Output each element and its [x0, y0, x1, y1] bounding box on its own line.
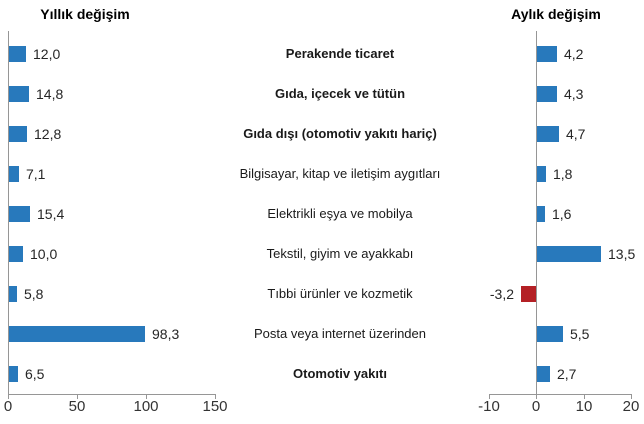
monthly-bar-negative	[521, 286, 536, 302]
yearly-y-axis	[8, 31, 9, 394]
monthly-bar	[537, 86, 557, 102]
monthly-x-axis	[489, 394, 632, 395]
monthly-bar	[537, 46, 557, 62]
monthly-value-label: 13,5	[608, 246, 636, 262]
yearly-value-label: 98,3	[152, 326, 180, 342]
chart-row	[0, 154, 644, 194]
monthly-x-tick-label: -10	[478, 398, 500, 415]
monthly-value-label: 2,7	[557, 366, 577, 382]
category-label: Perakende ticaret	[285, 46, 395, 61]
yearly-x-tick-label: 100	[133, 398, 159, 415]
monthly-value-label: 1,8	[553, 166, 573, 182]
monthly-value-label: 5,5	[570, 326, 590, 342]
yearly-bar	[9, 366, 18, 382]
yearly-bar	[9, 86, 29, 102]
yearly-x-tick-label: 50	[68, 398, 86, 415]
category-label: Gıda dışı (otomotiv yakıtı hariç)	[243, 126, 437, 141]
yearly-value-label: 12,8	[34, 126, 62, 142]
monthly-bar	[537, 246, 601, 262]
yearly-x-axis	[8, 394, 216, 395]
monthly-x-tick-label: 20	[622, 398, 640, 415]
yearly-value-label: 15,4	[37, 206, 65, 222]
right-chart-title: Aylık değişim	[511, 6, 601, 22]
category-label: Posta veya internet üzerinden	[254, 326, 426, 341]
monthly-bar	[537, 366, 550, 382]
category-label: Otomotiv yakıtı	[293, 366, 387, 381]
chart-row	[0, 114, 644, 154]
yearly-value-label: 14,8	[36, 86, 64, 102]
monthly-x-tick-label: 10	[575, 398, 593, 415]
yearly-value-label: 12,0	[33, 46, 61, 62]
monthly-x-tick-label: 0	[531, 398, 541, 415]
chart-row	[0, 194, 644, 234]
yearly-bar	[9, 326, 145, 342]
monthly-zero-axis	[536, 31, 537, 394]
yearly-bar	[9, 166, 19, 182]
yearly-value-label: 10,0	[30, 246, 58, 262]
chart-row	[0, 234, 644, 274]
monthly-value-label: 4,2	[564, 46, 584, 62]
category-label: Tekstil, giyim ve ayakkabı	[266, 246, 414, 261]
chart-row	[0, 354, 644, 394]
yearly-bar	[9, 246, 23, 262]
yearly-value-label: 6,5	[25, 366, 45, 382]
yearly-bar	[9, 46, 26, 62]
yearly-x-tick-label: 150	[202, 398, 228, 415]
chart-row	[0, 74, 644, 114]
monthly-value-label: 4,7	[566, 126, 586, 142]
chart-row	[0, 274, 644, 314]
chart-row	[0, 34, 644, 74]
monthly-bar	[537, 326, 563, 342]
yearly-bar	[9, 286, 17, 302]
left-chart-title: Yıllık değişim	[40, 6, 130, 22]
yearly-x-tick-label: 0	[3, 398, 13, 415]
category-label: Bilgisayar, kitap ve iletişim aygıtları	[239, 166, 441, 181]
monthly-bar	[537, 206, 545, 222]
monthly-value-label: -3,2	[489, 286, 514, 302]
chart-row	[0, 314, 644, 354]
monthly-value-label: 4,3	[564, 86, 584, 102]
category-label: Elektrikli eşya ve mobilya	[267, 206, 413, 221]
yearly-value-label: 7,1	[26, 166, 46, 182]
monthly-bar	[537, 166, 546, 182]
yearly-value-label: 5,8	[24, 286, 44, 302]
yearly-bar	[9, 126, 27, 142]
yearly-bar	[9, 206, 30, 222]
monthly-bar	[537, 126, 559, 142]
category-label: Gıda, içecek ve tütün	[274, 86, 406, 101]
category-label: Tıbbi ürünler ve kozmetik	[267, 286, 413, 301]
monthly-value-label: 1,6	[552, 206, 572, 222]
